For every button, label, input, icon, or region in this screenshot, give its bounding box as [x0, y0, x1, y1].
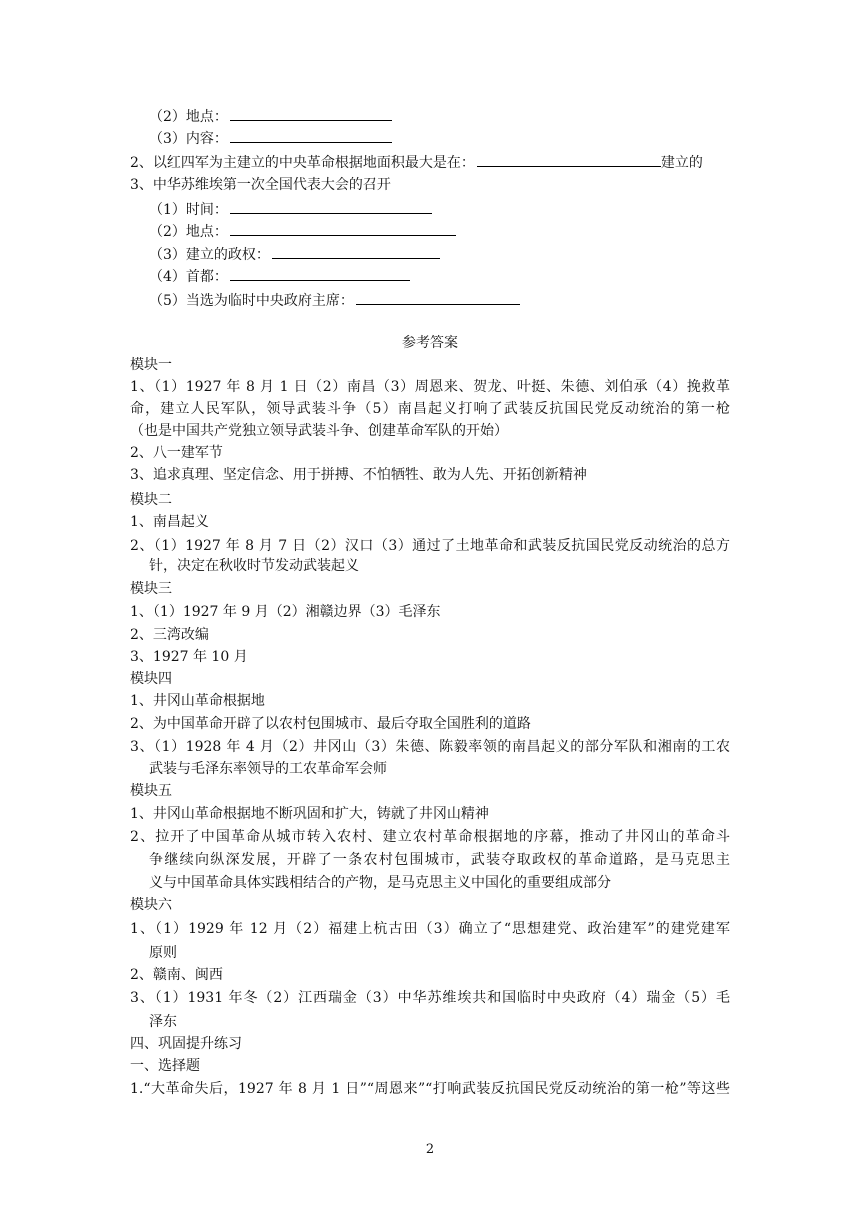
module-heading: 模块六 — [130, 897, 172, 913]
answer-line: 武装与毛泽东率领导的工农革命军会师 — [149, 761, 387, 777]
fill-in-prefix: （2）地点： — [149, 224, 228, 240]
answers-title: 参考答案 — [402, 335, 458, 351]
answer-line: 2、（1）1927 年 8 月 7 日（2）汉口（3）通过了土地革命和武装反抗国民党反动统治的总方 — [130, 538, 730, 554]
module-heading: 模块四 — [130, 671, 172, 687]
answer-line: 义与中国革命具体实践相结合的产物，是马克思主义中国化的重要组成部分 — [149, 875, 611, 891]
fill-in-line — [149, 290, 749, 310]
answer-line: 泽东 — [149, 1014, 177, 1030]
answer-blank[interactable] — [356, 290, 520, 305]
answer-line: 原则 — [149, 945, 177, 961]
module-heading: 模块二 — [130, 492, 172, 508]
section-heading: 一、选择题 — [130, 1058, 200, 1074]
answer-line: （也是中国共产党独立领导武装斗争、创建革命军队的开始） — [130, 423, 508, 439]
page-number: 2 — [425, 1142, 435, 1157]
fill-in-line — [149, 221, 749, 241]
answer-blank[interactable] — [230, 128, 392, 143]
answer-line: 1、南昌起义 — [130, 514, 209, 530]
module-heading: 模块一 — [130, 357, 172, 373]
fill-in-prefix: （3）内容： — [149, 131, 228, 147]
fill-in-line — [149, 128, 749, 148]
answer-blank[interactable] — [272, 244, 440, 259]
answer-line: 1、（1）1927 年 9 月（2）湘赣边界（3）毛泽东 — [130, 604, 441, 620]
module-heading: 模块五 — [130, 783, 172, 799]
answer-line: 1、井冈山革命根据地不断巩固和扩大，铸就了井冈山精神 — [130, 806, 489, 822]
fill-in-line — [149, 199, 749, 219]
fill-in-prefix: （4）首都： — [149, 269, 228, 285]
answer-line: 2、三湾改编 — [130, 627, 209, 643]
answer-line: 1、井冈山革命根据地 — [130, 693, 265, 709]
module-heading: 模块三 — [130, 581, 172, 597]
answer-blank[interactable] — [477, 152, 661, 167]
answer-line: 争继续向纵深发展，开辟了一条农村包围城市，武装夺取政权的革命道路，是马克思主 — [149, 852, 730, 868]
fill-in-line — [149, 266, 749, 286]
fill-in-prefix: 3、中华苏维埃第一次全国代表大会的召开 — [130, 177, 391, 193]
answer-blank[interactable] — [230, 221, 456, 236]
fill-in-prefix: （2）地点： — [149, 109, 228, 125]
answer-line: 2、为中国革命开辟了以农村包围城市、最后夺取全国胜利的道路 — [130, 716, 531, 732]
answer-line: 1、（1）1929 年 12 月（2）福建上杭古田（3）确立了“思想建党、政治建军”的建党建军 — [130, 921, 730, 937]
answer-blank[interactable] — [230, 106, 392, 121]
section-heading: 四、巩固提升练习 — [130, 1036, 242, 1052]
fill-in-line — [130, 176, 730, 194]
answer-line: 1、（1）1927 年 8 月 1 日（2）南昌（3）周恩来、贺龙、叶挺、朱德、刘伯承（4）挽救革 — [130, 379, 730, 395]
answer-line: 3、1927 年 10 月 — [130, 649, 248, 665]
fill-in-line — [149, 106, 749, 126]
fill-in-line — [130, 152, 730, 172]
fill-in-line — [149, 244, 749, 264]
answer-line: 针，决定在秋收时节发动武装起义 — [149, 558, 359, 574]
answer-line: 3、追求真理、坚定信念、用于拼搏、不怕牺牲、敢为人先、开拓创新精神 — [130, 467, 587, 483]
answer-line: 命，建立人民军队，领导武装斗争（5）南昌起义打响了武装反抗国民党反动统治的第一枪 — [130, 401, 730, 417]
answer-blank[interactable] — [230, 266, 410, 281]
fill-in-suffix: 建立的 — [660, 155, 703, 171]
answer-line: 2、八一建军节 — [130, 445, 223, 461]
question-line: 1.“大革命失后，1927 年 8 月 1 日”“周恩来”“打响武装反抗国民党反动统治的第一枪”等这些 — [130, 1081, 730, 1097]
answer-blank[interactable] — [230, 199, 432, 214]
answer-line: 2、赣南、闽西 — [130, 967, 223, 983]
answer-line: 3、（1）1928 年 4 月（2）井冈山（3）朱德、陈毅率领的南昌起义的部分军队和湘南的工农 — [130, 739, 730, 755]
fill-in-prefix: （1）时间： — [149, 202, 228, 218]
fill-in-prefix: 2、以红四军为主建立的中央革命根据地面积最大是在： — [130, 155, 475, 171]
answer-line: 3、（1）1931 年冬（2）江西瑞金（3）中华苏维埃共和国临时中央政府（4）瑞金（5）毛 — [130, 990, 730, 1006]
answer-line: 2、拉开了中国革命从城市转入农村、建立农村革命根据地的序幕，推动了井冈山的革命斗 — [130, 829, 730, 845]
fill-in-prefix: （3）建立的政权： — [149, 247, 270, 263]
fill-in-prefix: （5）当选为临时中央政府主席： — [149, 293, 354, 309]
